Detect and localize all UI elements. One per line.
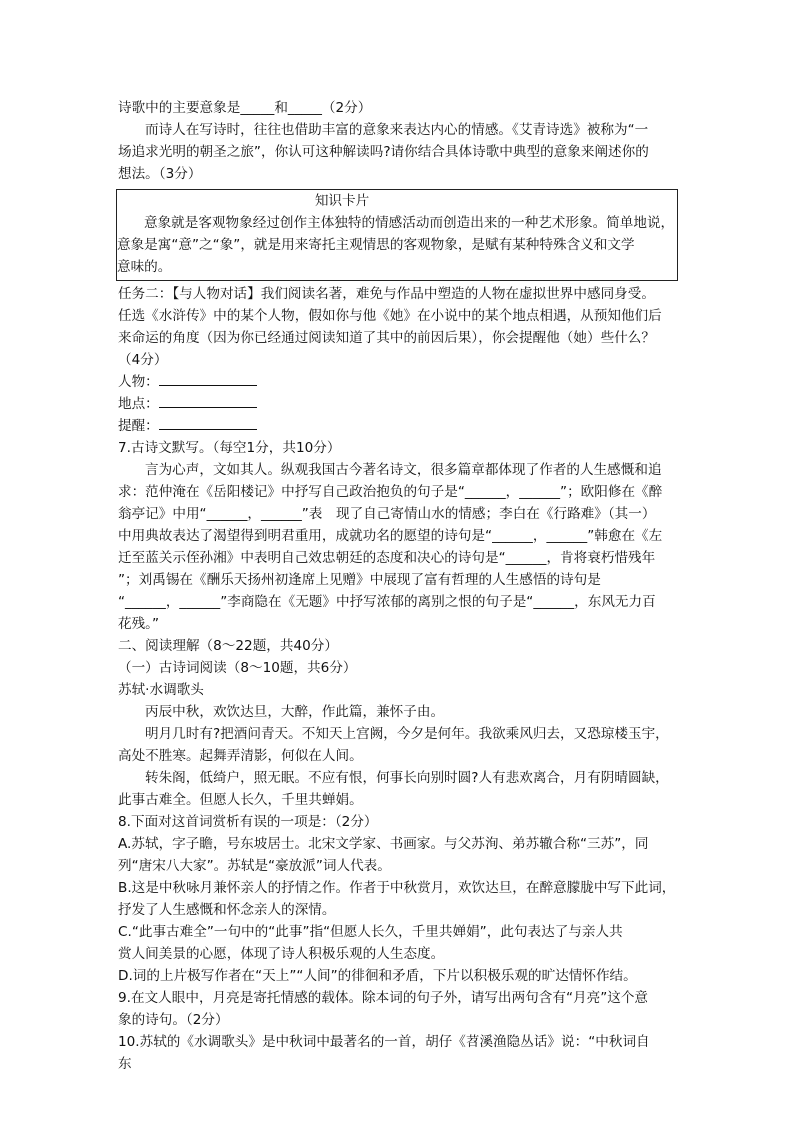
knowledge-card-title: 知识卡片 — [314, 193, 370, 209]
person-answer-line[interactable] — [159, 371, 257, 386]
q8-option-c: C.“此事古难全”一句中的“此事”指“但愿人长久，千里共婵娟”，此句表达了与亲人共 — [118, 924, 623, 940]
q7-line: 中用典故表达了渴望得到明君重用，成就功名的愿望的诗句是“______，______”韩愈在《左 — [118, 528, 663, 544]
remind-label: 提醒： — [118, 418, 159, 434]
place-answer-line[interactable] — [159, 393, 257, 408]
q6-line: 想法。（3分） — [118, 166, 202, 182]
knowledge-card — [116, 189, 678, 281]
q6-line: 而诗人在写诗时，往往也借助丰富的意象来表达内心的情感。《艾青诗选》被称为“一 — [145, 122, 649, 138]
subsection-heading: （一）古诗词阅读（8～10题，共6分） — [118, 660, 357, 676]
remind-answer-line[interactable] — [159, 415, 257, 430]
section-heading: 二、阅读理解（8～22题，共40分） — [118, 638, 338, 654]
person-label: 人物： — [118, 374, 159, 390]
q10-line: 10.苏轼的《水调歌头》是中秋词中最著名的一首，胡仔《苕溪渔隐丛话》说：“中秋词自 — [118, 1034, 650, 1050]
place-field — [118, 393, 680, 415]
q8-option-b: B.这是中秋咏月兼怀亲人的抒情之作。作者于中秋赏月，欢饮达旦，在醉意朦胧中写下此词， — [118, 880, 676, 896]
task2-line: 任务二：【与人物对话】我们阅读名著，难免与作品中塑造的人物在虚拟世界中感同身受。 — [118, 286, 655, 302]
poem-line: 高处不胜寒。起舞弄清影，何似在人间。 — [118, 748, 363, 764]
poem-preface: 丙辰中秋，欢饮达旦，大醉，作此篇，兼怀子由。 — [145, 704, 445, 720]
q7-line: ”；刘禹锡在《酬乐天扬州初逢席上见赠》中展现了富有哲理的人生感悟的诗句是 — [118, 572, 601, 588]
q10-line: 东 — [118, 1056, 132, 1072]
q7-line: 翁亭记》中用“______，______”表 现了自己寄情山水的情感；李白在《行路难》（其一） — [118, 506, 656, 522]
q7-line: 求：范仲淹在《岳阳楼记》中抒写自己政治抱负的句子是“______，______”；欧阳修在《醉 — [118, 484, 663, 500]
q8-option-b: 抒发了人生感慨和怀念亲人的深情。 — [118, 902, 336, 918]
knowledge-card-line: 意象是寓“意”之“象”，就是用来寄托主观情思的客观物象，是赋有某种特殊含义和文学 — [117, 237, 635, 253]
task2-line: 来命运的角度（因为你已经通过阅读知道了其中的前因后果），你会提醒他（她）些什么？ — [118, 330, 655, 346]
exam-page — [118, 97, 680, 1075]
poem-line: 此事古难全。但愿人长久，千里共蝉娟。 — [118, 792, 363, 808]
place-label: 地点： — [118, 396, 159, 412]
q7-line: 花残。” — [118, 616, 160, 632]
poem-line: 明月几时有?把酒问青天。不知天上宫阙，今夕是何年。我欲乘风归去，又恐琼楼玉宇， — [145, 726, 669, 742]
knowledge-card-line: 意味的。 — [117, 259, 172, 275]
task2-line: 任选《水浒传》中的某个人物，假如你与他《她》在小说中的某个地点相遇，从预知他们后 — [118, 308, 662, 324]
q9-line: 9.在文人眼中，月亮是寄托情感的载体。除本词的句子外，请写出两句含有“月亮”这个意 — [118, 990, 649, 1006]
remind-field — [118, 415, 680, 437]
q8-option-a: 列“唐宋八大家”。苏轼是“豪放派”词人代表。 — [118, 858, 391, 874]
q7-line: 言为心声，文如其人。纵观我国古今著名诗文，很多篇章都体现了作者的人生感慨和追 — [145, 462, 662, 478]
knowledge-card-line: 意象就是客观物象经过创作主体独特的情感活动而创造出来的一种艺术形象。简单地说， — [144, 215, 675, 231]
q8-option-a: A.苏轼，字子瞻，号东坡居士。北宋文学家、书画家。与父苏洵、弟苏辙合称“三苏”，同 — [118, 836, 649, 852]
person-field — [118, 371, 680, 393]
q9-line: 象的诗句。（2分） — [118, 1012, 229, 1028]
poem-line: 转朱阁，低绮户，照无眠。不应有恨，何事长向别时圆?人有悲欢离合，月有阴晴圆缺， — [145, 770, 669, 786]
q8-option-c: 赏人间美景的心愿，体现了诗人积极乐观的人生态度。 — [118, 946, 445, 962]
q6-line: 诗歌中的主要意象是_____和_____（2分） — [118, 100, 372, 116]
q7-line: 迁至蓝关示侄孙湘》中表明自己效忠朝廷的态度和决心的诗句是“______，肯将衰朽惜残年 — [118, 550, 656, 566]
poem-title: 苏轼·水调歌头 — [118, 682, 204, 698]
q8-title: 8.下面对这首词赏析有误的一项是：（2分） — [118, 814, 378, 830]
q8-option-d: D.词的上片极写作者在“天上”“人间”的徘徊和矛盾，下片以积极乐观的旷达情怀作结。 — [118, 968, 637, 984]
q7-line: “______，______”李商隐在《无题》中抒写浓郁的离别之恨的句子是“______，东风无力百 — [118, 594, 656, 610]
q6-line: 场追求光明的朝圣之旅”，你认可这种解读吗?请你结合具体诗歌中典型的意象来阐述你的 — [118, 144, 649, 160]
task2-line: （4分） — [118, 352, 168, 368]
q7-title: 7.古诗文默写。（每空1分，共10分） — [118, 440, 341, 456]
